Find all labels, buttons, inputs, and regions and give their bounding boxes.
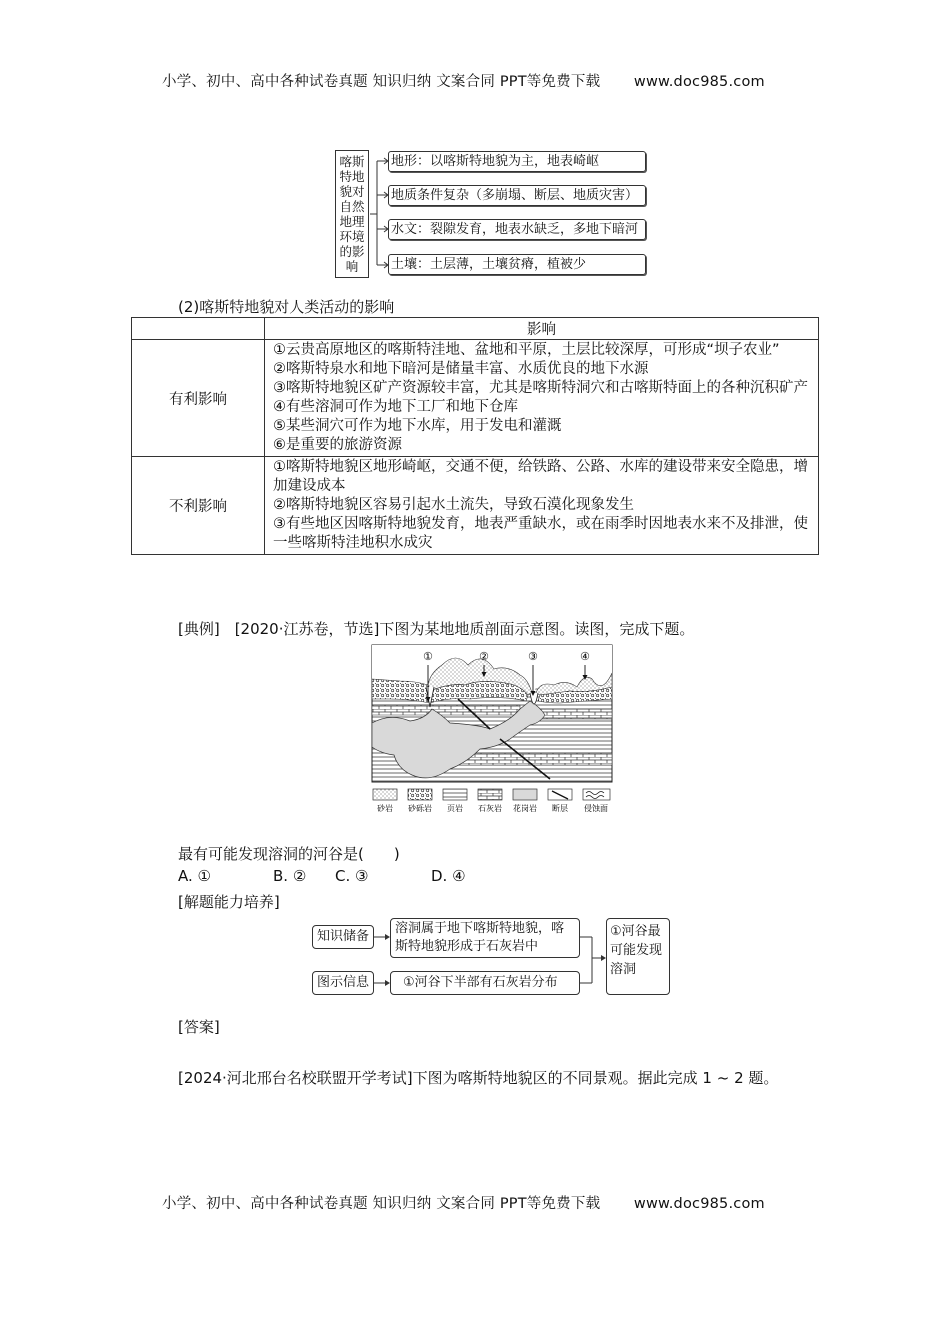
mindmap-item: 地质条件复杂（多崩塌、断层、地质灾害） [388, 185, 646, 206]
list-item: ③有些地区因喀斯特地貌发育，地表严重缺水，或在雨季时因地表水来不及排泄，使一些喀斯特洼地积水成灾 [273, 516, 808, 551]
option-a[interactable]: A. ① [178, 867, 211, 885]
list-item: ②喀斯特地貌区容易引起水土流失，导致石漠化现象发生 [273, 497, 634, 513]
row-label: 不利影响 [132, 457, 265, 555]
header-text: 小学、初中、高中各种试卷真题 知识归纳 文案合同 PPT等免费下载 [162, 74, 601, 90]
legend-label: 花岗岩 [513, 804, 537, 813]
table-header-cell [132, 318, 265, 340]
mindmap-item: 地形：以喀斯特地貌为主，地表崎岖 [388, 151, 646, 172]
flow-arrows [372, 918, 608, 998]
flow-knowledge-label: 知识储备 [312, 925, 374, 949]
flow-result: ①河谷最可能发现溶洞 [606, 918, 670, 995]
options-row [178, 867, 466, 885]
list-item: ⑤某些洞穴可作为地下水库，用于发电和灌溉 [273, 418, 562, 434]
mindmap-root: 喀斯特地貌对自然地理环境的影响 [335, 150, 369, 278]
ability-title: [解题能力培养] [178, 893, 280, 911]
list-item: ⑥是重要的旅游资源 [273, 437, 402, 453]
marker-label: ② [479, 650, 489, 663]
example-intro: [典例] [2020·江苏卷，节选]下图为某地地质剖面示意图。读图，完成下题。 [178, 620, 695, 638]
legend-label: 侵蚀面 [584, 804, 608, 813]
option-d[interactable]: D. ④ [431, 867, 466, 885]
flow-figure-text: ①河谷下半部有石灰岩分布 [390, 971, 580, 995]
option-c[interactable]: C. ③ [335, 867, 369, 885]
list-item: ④有些溶洞可作为地下工厂和地下仓库 [273, 399, 518, 415]
list-item: ①喀斯特地貌区地形崎岖，交通不便，给铁路、公路、水库的建设带来安全隐患，增加建设成本 [273, 459, 808, 494]
legend-label: 断层 [552, 804, 568, 813]
row-content [265, 457, 819, 555]
table-row [132, 457, 819, 555]
legend-label: 砂岩 [377, 804, 393, 813]
answer-label: [答案] [178, 1018, 220, 1036]
row-label: 有利影响 [132, 340, 265, 457]
marker-label: ① [423, 650, 433, 663]
question-text: 最有可能发现溶洞的河谷是( ) [178, 845, 400, 863]
table-header-cell: 影响 [265, 318, 819, 340]
list-item: ②喀斯特泉水和地下暗河是储量丰富、水质优良的地下水源 [273, 361, 649, 377]
page-header [162, 70, 765, 91]
table-header-row [132, 318, 819, 340]
flow-knowledge-text: 溶洞属于地下喀斯特地貌，喀斯特地貌形成于石灰岩中 [390, 918, 580, 958]
legend-label: 页岩 [447, 804, 463, 813]
marker-label: ④ [580, 650, 590, 663]
option-b[interactable]: B. ② [273, 867, 307, 885]
section-title: (2)喀斯特地貌对人类活动的影响 [178, 298, 395, 316]
next-question: [2024·河北邢台名校联盟开学考试]下图为喀斯特地貌区的不同景观。据此完成 1 ~ 2 题。 [178, 1069, 779, 1087]
flow-figure-label: 图示信息 [312, 971, 374, 995]
impact-table [131, 317, 819, 555]
list-item: ③喀斯特地貌区矿产资源较丰富，尤其是喀斯特洞穴和古喀斯特面上的各种沉积矿产 [273, 380, 808, 396]
row-content [265, 340, 819, 457]
legend-label: 砂砾岩 [408, 804, 432, 813]
table-row [132, 340, 819, 457]
list-item: ①云贵高原地区的喀斯特洼地、盆地和平原，土层比较深厚，可形成“坝子农业” [273, 342, 780, 358]
page-footer [162, 1192, 765, 1213]
legend-label: 石灰岩 [478, 804, 502, 813]
mindmap-item: 水文：裂隙发育，地表水缺乏，多地下暗河 [388, 219, 646, 240]
footer-text: 小学、初中、高中各种试卷真题 知识归纳 文案合同 PPT等免费下载 [162, 1196, 601, 1212]
header-url[interactable]: www.doc985.com [633, 74, 765, 90]
marker-label: ③ [528, 650, 538, 663]
mindmap-item: 土壤：土层薄，土壤贫瘠，植被少 [388, 254, 646, 275]
footer-url[interactable]: www.doc985.com [633, 1196, 765, 1212]
geology-figure [370, 643, 614, 815]
